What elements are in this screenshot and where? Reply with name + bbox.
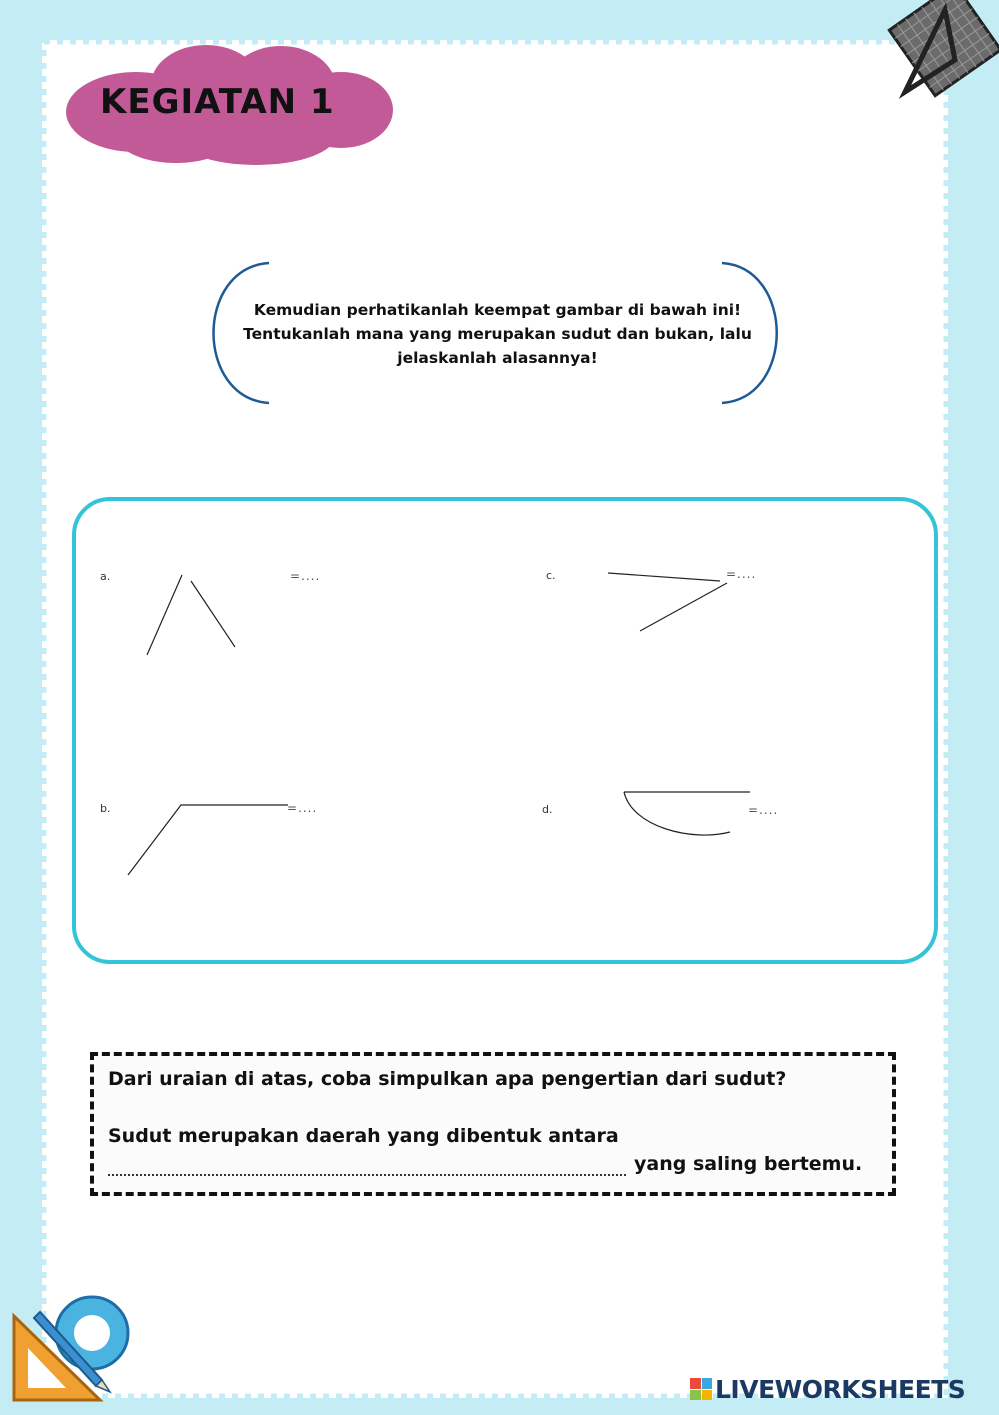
figure-a-line-right — [191, 581, 235, 647]
conclusion-question: Dari uraian di atas, coba simpulkan apa pengertian dari sudut? — [108, 1068, 787, 1090]
figures-drawing — [72, 497, 938, 964]
conclusion-sentence-end: yang saling bertemu. — [634, 1153, 863, 1175]
activity-title: KEGIATAN 1 — [100, 82, 335, 122]
figure-b-label: b. — [100, 802, 111, 815]
instruction-line-2: Tentukanlah mana yang merupakan sudut dan bukan, lalu — [243, 325, 752, 343]
ruler-protractor-icon — [10, 1288, 135, 1406]
conclusion-answer-blank[interactable] — [108, 1174, 626, 1176]
figure-c-line-top — [608, 573, 720, 581]
figure-c-answer[interactable]: =.... — [726, 567, 757, 581]
figure-c-line-bottom — [640, 583, 727, 631]
figure-a-answer[interactable]: =.... — [290, 569, 321, 583]
brand-name: LIVEWORKSHEETS — [715, 1374, 966, 1404]
figure-b-angle — [128, 805, 288, 875]
figure-d-curve — [624, 792, 730, 835]
figure-a-line-left — [147, 575, 182, 655]
instruction-line-1: Kemudian perhatikanlah keempat gambar di bawah ini! — [253, 301, 742, 319]
instruction-text — [200, 298, 795, 370]
conclusion-sentence-start: Sudut merupakan daerah yang dibentuk antara — [108, 1125, 619, 1147]
figure-d-answer[interactable]: =.... — [748, 803, 779, 817]
liveworksheets-logo-icon — [690, 1378, 712, 1400]
figure-a-label: a. — [100, 570, 111, 583]
branding — [690, 1372, 965, 1406]
instruction-line-3: jelaskanlah alasannya! — [397, 349, 598, 367]
figure-d-label: d. — [542, 803, 553, 816]
figure-b-answer[interactable]: =.... — [287, 801, 318, 815]
set-square-icon — [885, 0, 999, 100]
figure-c-label: c. — [546, 569, 556, 582]
